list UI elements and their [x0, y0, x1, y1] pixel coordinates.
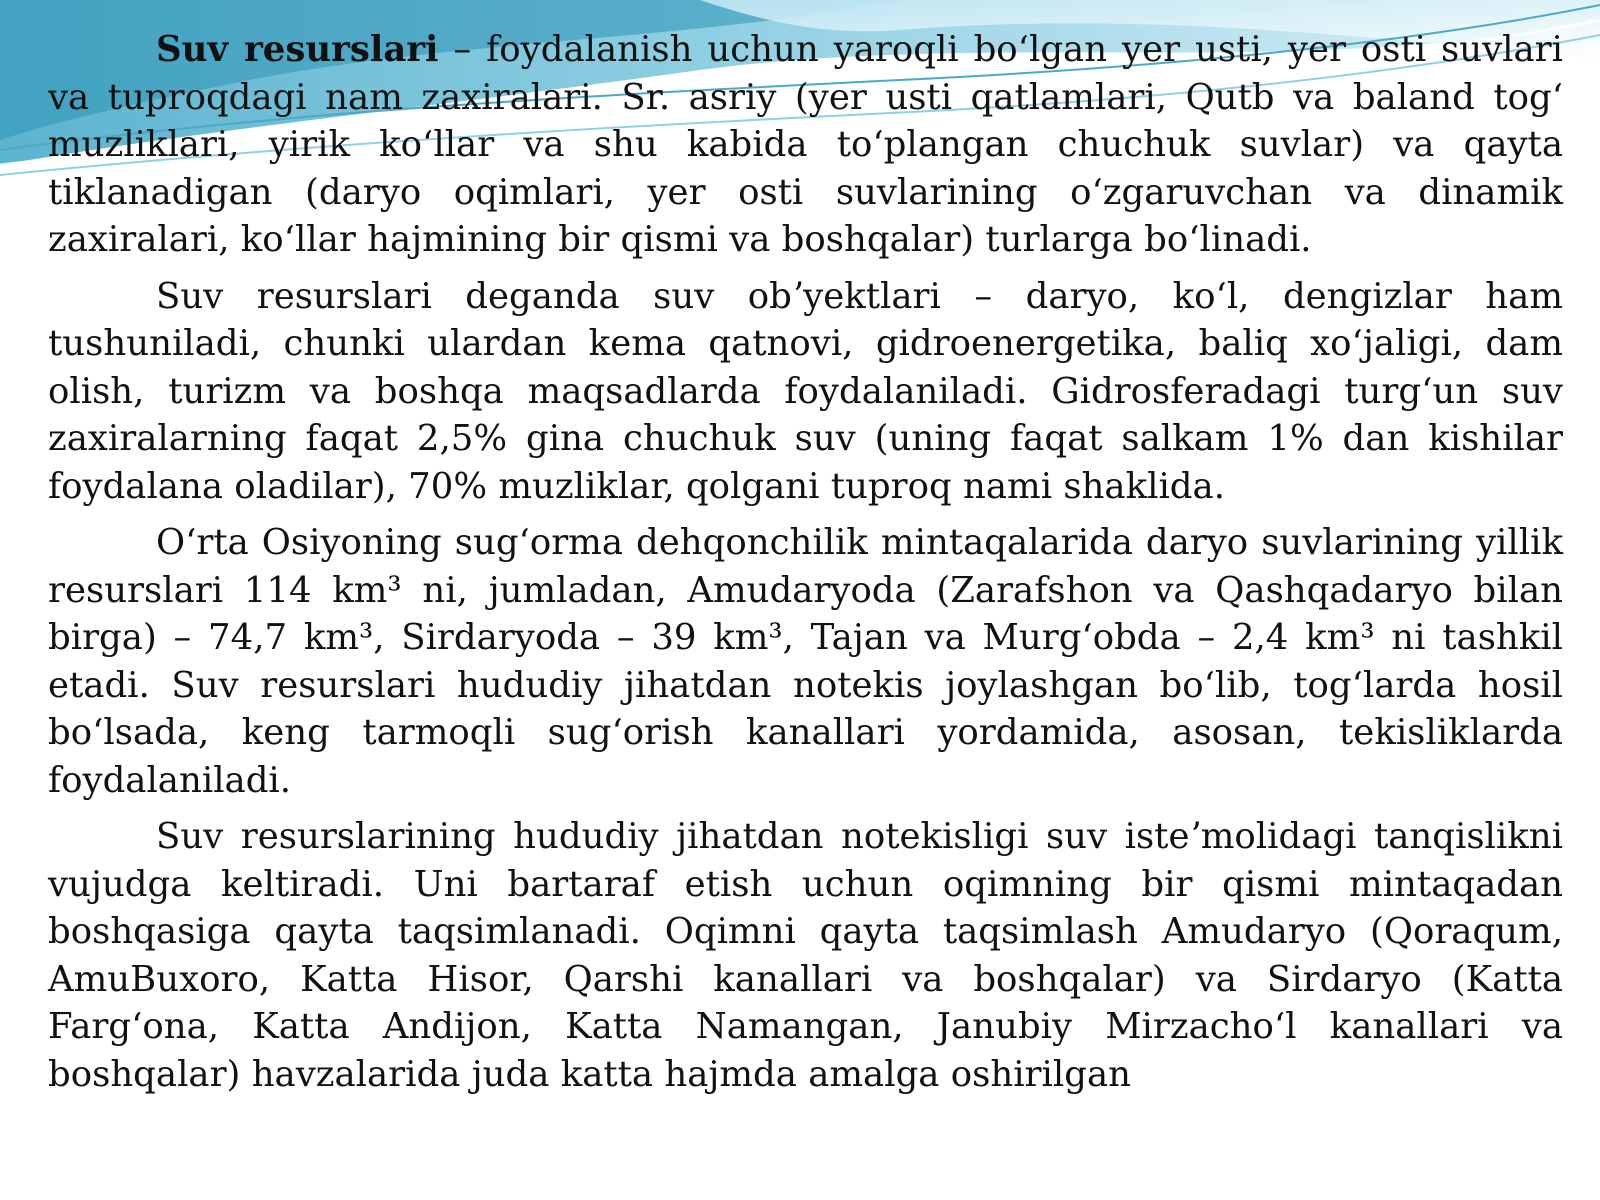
paragraph-4: Suv resurslarining hududiy jihatdan notekisligi suv isteʼmolidagi tanqislikni vujudga keltiradi. Uni bartaraf etish uchun oqimning bir qismi mintaqadan boshqasiga qayta taqsimlanadi. Oqimni qayta taqsimlash Amudaryo (Qoraqum, AmuBuxoro, Katta Hisor, Qarshi kanallari va boshqalar) va Sirdaryo (Katta Fargʻona, Katta Andijon, Katta Namangan, Janubiy Mirzachoʻl kanallari va boshqalar) havzalarida juda katta hajmda amalga oshirilgan	[48, 816, 1563, 1095]
paragraph-3: Oʻrta Osiyoning sugʻorma dehqonchilik mintaqalarida daryo suvlarining yillik resurslari 114 km³ ni, jumladan, Amudaryoda (Zarafshon va Qashqadaryo bilan birga) – 74,7 km³, Sirdaryoda – 39 km³, Tajan va Murgʻobda – 2,4 km³ ni tashkil etadi. Suv resurslari hududiy jihatdan notekis joylashgan boʻlib, togʻlarda hosil boʻlsada, keng tarmoqli sugʻorish kanallari yordamida, asosan, tekisliklarda foydalaniladi.	[48, 522, 1563, 801]
paragraph-1	[48, 26, 1563, 264]
paragraph-2: Suv resurslari deganda suv obʼyektlari – daryo, koʻl, dengizlar ham tushuniladi, chunki ulardan kema qatnovi, gidroenergetika, baliq xoʻjaligi, dam olish, turizm va boshqa maqsadlarda foydalaniladi. Gidrosferadagi turgʻun suv zaxiralarning faqat 2,5% gina chuchuk suv (uning faqat salkam 1% dan kishilar foydalana oladilar), 70% muzliklar, qolgani tuproq nami shaklida.	[48, 275, 1563, 507]
paragraph-1-text: – foydalanish uchun yaroqli boʻlgan yer usti, yer osti suvlari va tuproqdagi nam zaxiralari. Sr. asriy (yer usti qatlamlari, Qutb va baland togʻ muzliklari, yirik koʻllar va shu kabida toʻplangan chuchuk suvlar) va qayta tiklanadigan (daryo oqimlari, yer osti suvlarining oʻzgaruvchan va dinamik zaxiralari, koʻllar hajmining bir qismi va boshqalar) turlarga boʻlinadi.	[48, 29, 1563, 260]
text-content	[48, 26, 1563, 1098]
term-heading: Suv resurslari	[156, 29, 439, 70]
